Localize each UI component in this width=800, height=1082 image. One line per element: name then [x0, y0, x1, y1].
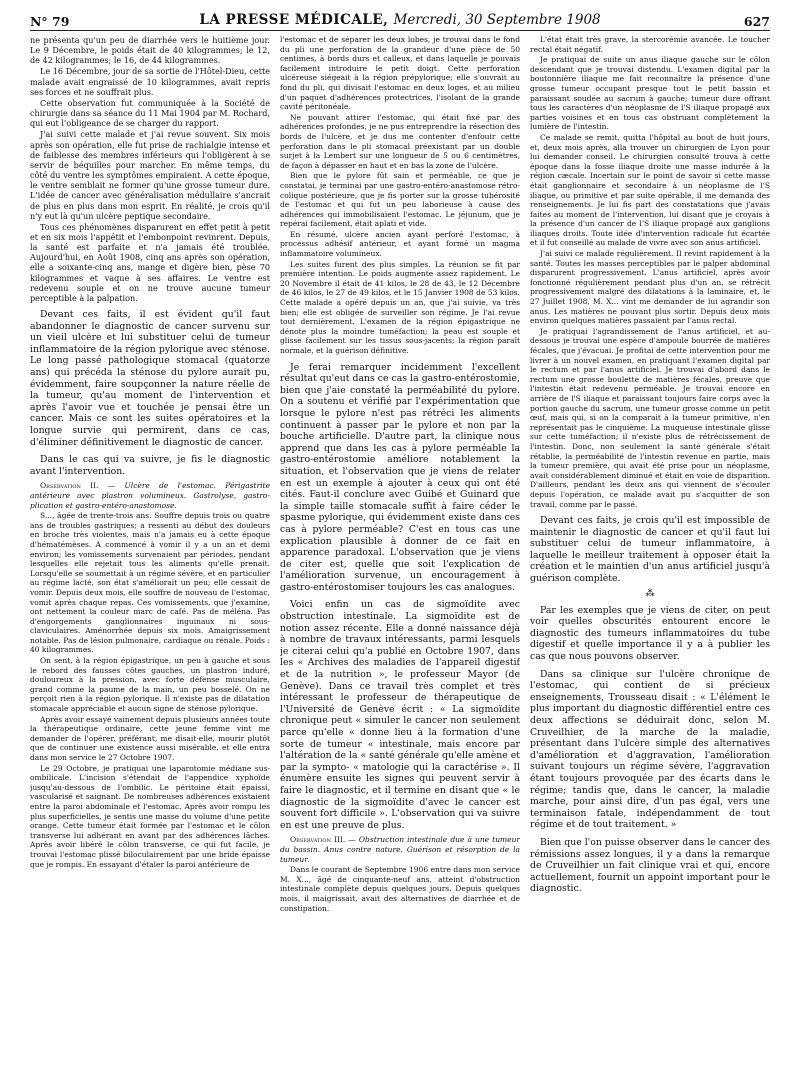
- journal-title-line: [30, 12, 770, 28]
- observation-heading: [30, 481, 270, 510]
- journal-title: LA PRESSE MÉDICALE,: [199, 12, 389, 28]
- paragraph: Dans le courant de Septembre 1906 entre dans mon service M. X..., âgé de cinquante-neuf ans, atteint d'obstruction intestinale complète depuis quelques jours. Depuis quelques mois, il maigrissait, avait des alternatives de diarrhée et de constipation.: [280, 865, 520, 913]
- paragraph: l'estomac et de séparer les deux lobes, je trouvai dans le fond du pli une perforation de la grandeur d'une pièce de 50 centimes, à bords durs et calleux, et dans laquelle je pouvais facilement introduire le petit doigt. Cette perforation ulcéreuse siégeait à la région prépylorique; elle s'ouvrait au fond du pli, qui divisait l'estomac en deux loges, et au milieu d'un paquet d'adhérences protectrices, l'isolant de la grande cavité péritonéale.: [280, 35, 520, 112]
- paragraph: Je pratiquai l'agrandissement de l'anus artificiel, et au-dessous je trouvai une espèce d'ampoule bourrée de matières fécales, que j'évacuai. Je profitai de cette intervention pour me livrer à un nouvel examen, en pratiquant l'examen digital par le rectum et par l'anus artificiel. Je trouvai d'abord dans le rectum une grosse boulette de matières fécales, preuve que l'intestin était redevenu perméable. Je trouvai encore en arrière de l'S iliaque et paraissant toujours faire corps avec la portion gauche du sacrum, une tumeur grosse comme un petit œuf, mais qui, si on la comparait à la tumeur primitive, n'en représentait pas le cinquième. La muqueuse intestinale glisse sur cette tuméfaction; il n'existe plus de rétrécissement de l'intestin. Donc, non seulement la santé générale s'était rétablie, la perméabilité de l'intestin revenue en partie, mais la tumeur première, qui avait été prise pour un néoplasme, avait considérablement diminué et était en voie de disparition. D'ailleurs, pendant les deux ans qui viennent de s'écouler depuis l'opération, ce malade avait pu s'acquitter de son travail, comme par le passé.: [530, 326, 770, 509]
- paragraph: Je ferai remarquer incidemment l'excellent résultat qu'eut dans ce cas la gastro-entérostomie, bien que j'aie constaté la perméabilité du pylore. On a soutenu et vérifié par l'expérimentation que lorsque le pylore n'est pas rétréci les aliments continuent à passer par le pylore et non par la bouche artificielle. D'autre part, la clinique nous apprend que dans les cas à pylore perméable la gastro-entérostomie améliore notablement la situation, et l'observation que je viens de relater en est un exemple à ajouter à ceux qui ont été cités. Faut-il conclure avec Guibé et Guinard que la simple taille stomacale suffit à faire céder le spasme pylorique, qui évidemment existe dans ces cas à pylore perméable? C'est en tous cas une explication plausible à donner de ce fait en apparence paradoxal. L'observation que je viens de citer est, quelle que soit l'explication de l'amélioration survenue, un encouragement à gastro-entérostomiser toujours les cas analogues.: [280, 361, 520, 593]
- paragraph: Ne pouvant attirer l'estomac, qui était fixé par des adhérences profondes, je ne pus entreprendre la résection des bords de l'ulcère, et je dus me contenter d'enfouir cette perforation dans le pli stomacal préexistant par un double surjet à la Lembert sur une longueur de 5 ou 6 centimètres, de façon à dépasser en haut et en bas la zone de l'ulcère.: [280, 112, 520, 170]
- observation-title: Obstruction intestinale due à une tumeur du bassin. Anus contre nature. Guérison et résorption de la tumeur.: [280, 835, 520, 864]
- paragraph: Ce malade se remit, quitta l'hôpital au bout de huit jours, et, deux mois après, alla trouver un chirurgien de Lyon pour lui demander conseil. Le chirurgien consulté trouva à cette époque dans la fosse iliaque droite une masse indurée à la région cæcale. Incertain sur le point de savoir si cette masse était ganglionnaire et secondaire à un néoplasme de l'S iliaque, ou primitive et par suite opérable, il me demanda des renseignements. Je lui fis part des constatations que j'avais faites au moment de l'intervention, lui disant que je croyais à la présence d'un cancer de l'S iliaque propagé aux ganglions iliaques droits. Toute idée d'intervention radicale fut écartée et il fut conseillé au malade de vivre avec son anus artificiel.: [530, 132, 770, 248]
- paragraph: S..., âgée de trente-trois ans. Souffre depuis trois ou quatre ans de troubles gastriques; a ressenti au début des douleurs en broche très violentes, mais n'a jamais eu à cette époque d'hématémèses. A commencé à vomir il y a un an et demi environ; les vomissements survenaient par périodes, pendant lesquelles elle rejetait tous les aliments qu'elle prenait. Lorsqu'elle se soumettait à un régime sévère, et en particulier au régime lacté, son état s'améliorait un peu; elle cessait de vomir. Depuis deux mois, elle souffre de nouveau de l'estomac, vomit après chaque repas. Ces vomissements, que j'examine, ont nettement la couleur marc de café. Pas de méléna. Pas d'engorgements ganglionnaires inguinaux ni sous-claviculaires. Aménorrhée depuis six mois. Amaigrissement notable. Pas de lésion pulmonaire, cardiaque ou rénale. Poids : 40 kilogrammes.: [30, 511, 270, 655]
- paragraph: Le 29 Octobre, je pratiquai une laparotomie médiane sus-ombilicale. L'incision s'étendait de l'appendice xyphoïde jusqu'au-dessous de l'ombilic. Le péritoine était épaissi, vascularisé et saignant. De nombreuses adhérences existaient entre la paroi abdominale et l'estomac. Après avoir rompu les plus superficielles, je sentis une masse du volume d'une petite orange. Cette tumeur était formée par l'estomac et le côlon transverse lui adhérant en avant par des adhérences lâches. Après avoir libéré le côlon transverse, ce qui fut facile, je trouvai l'estomac plissé biloculairement par une bride épaisse que je rompis. En essayant d'étaler la paroi antérieure de: [30, 763, 270, 869]
- column-middle: [280, 35, 520, 914]
- paragraph: Les suites furent des plus simples. La réunion se fit par première intention. Le poids augmente assez rapidement. Le 20 Novembre il était de 41 kilos, le 28 de 43, le 12 Décembre de 46 kilos, le 27 de 49 kilos, et le 15 Janvier 1908 de 53 kilos. Cette malade a opéré depuis un an, que j'ai suivie, va très bien; elle est obligée de surveiller son régime. Je l'ai revue tout dernièrement. L'examen de la région épigastrique ne dénote plus la moindre tuméfaction; la peau est souple et glisse facilement sur les tissus sous-jacents; la région paraît normale, et la guérison définitive.: [280, 259, 520, 355]
- column-left: [30, 35, 270, 914]
- page-number: 627: [743, 14, 770, 29]
- observation-label: Observation II. —: [40, 481, 125, 491]
- observation-heading: [280, 835, 520, 864]
- paragraph: ne présenta qu'un peu de diarrhée vers le huitième jour. Le 9 Décembre, le poids était de 40 kilogrammes; le 12, de 42 kilogrammes; le 16, de 44 kilogrammes.: [30, 35, 270, 66]
- paragraph: En résumé, ulcère ancien ayant perforé l'estomac, à processus adhésif antérieur, et ayant formé un magma inflammatoire volumineux.: [280, 229, 520, 259]
- issue-number: N° 79: [30, 14, 70, 29]
- text-columns: [30, 35, 770, 914]
- paragraph: Dans sa clinique sur l'ulcère chronique de l'estomac, qui contient de si précieux enseignements, Trousseau disait : « L'élément le plus important du diagnostic différentiel entre ces deux affections se déduirait donc, selon M. Cruveilhier, de la marche de la maladie, présentant dans l'ulcère simple des alternatives d'amélioration et d'aggravation, l'amélioration suivant toujours un régime sévère, l'aggravation étant toujours provoquée par des écarts dans le régime; tandis que, dans le cancer, la maladie marche, pour ainsi dire, d'un pas égal, vers une terminaison fatale, indépendamment de tout régime et de tout traitement. »: [530, 668, 770, 831]
- page-header: [30, 0, 770, 31]
- observation-title: Ulcère de l'estomac. Périgastrite antérieure avec plastron volumineux. Gastrolyse, gastro-plication et gastro-entéro-anastomose.: [30, 481, 270, 510]
- paragraph: Après avoir essayé vainement depuis plusieurs années toute la thérapeutique ordinaire, cette jeune femme vint me demander de l'opérer, préférant, me disait-elle, mourir plutôt que de continuer une existence aussi misérable, et elle entra dans mon service le 27 Octobre 1907.: [30, 714, 270, 762]
- paragraph: Le 16 Décembre, jour de sa sortie de l'Hôtel-Dieu, cette malade avait engraissé de 10 kilogrammes, avait repris ses forces et ne souffrait plus.: [30, 66, 270, 97]
- paragraph: Par les exemples que je viens de citer, on peut voir quelles obscurités entourent encore le diagnostic des tumeurs inflammatoires du tube digestif et quelle importance il y a à publier les cas que nous pouvons observer.: [530, 604, 770, 663]
- paragraph: J'ai suivi ce malade régulièrement. Il revint rapidement à la santé. Toutes les masses perceptibles par le palper abdominal disparurent progressivement. L'anus artificiel, après avoir fonctionné régulièrement pendant plus d'un an, se rétrécit progressivement malgré des dilatations à la laminaire, et, le 27 Juillet 1908, M. X... vint me demander de lui agrandir son anus. Les matières ne pouvant plus sortir. Depuis deux mois environ quelques matières passaient par l'anus rectal.: [530, 249, 770, 326]
- paragraph: Je pratiquai de suite un anus iliaque gauche sur le côlon descendant que je trouvai distendu. L'examen digital par la boutonnière iliaque me fait reconnaître la présence d'une grosse tumeur occupant presque tout le petit bassin et paraissant soudée au sacrum à gauche; tumeur dure offrant tous les caractères d'un néoplasme de l'S iliaque propagé aux parties voisines et en tous cas obstruant complètement la lumière de l'intestin.: [530, 55, 770, 132]
- paragraph: Cette observation fut communiquée à la Société de chirurgie dans sa séance du 11 Mai 1904 par M. Rochard, qui eut l'obligeance de se charger du rapport.: [30, 97, 270, 129]
- paragraph: Devant ces faits, il est évident qu'il faut abandonner le diagnostic de cancer survenu sur un vieil ulcère et lui substituer celui de tumeur inflammatoire de la région pylorique avec sténose. Le long passé pathologique stomacal (quatorze ans) qui précéda la sténose du pylore aurait pu, évidemment, faire soupçonner la nature réelle de la tumeur, qu'au moment de l'intervention et après l'avoir vue et touchée je pensai être un cancer. Mais ce sont les suites opératoires et la longue survie qui permirent, dans ce cas, d'éliminer définitivement le diagnostic de cancer.: [30, 309, 270, 448]
- column-right: [530, 35, 770, 914]
- paragraph: On sent, à la région épigastrique, un peu à gauche et sous le rebord des fausses côtes gauches, un plastron induré, douloureux à la pression, avec forte défense musculaire, grand comme la paume de la main, un peu bosselé. On ne perçoit rien à la région pylorique. Il n'existe pas de dilatation stomacale appréciable et aucun signe de sténose pylorique.: [30, 656, 270, 714]
- observation-label: Observation III. —: [290, 835, 359, 845]
- paragraph: Dans le cas qui va suivre, je fis le diagnostic avant l'intervention.: [30, 454, 270, 477]
- paragraph: Tous ces phénomènes disparurent en effet petit à petit et en six mois l'appétit et l'embonpoint revinrent. Depuis, la santé est parfaite et n'a jamais été troublée. Aujourd'hui, en Août 1908, cinq ans après son opération, elle a soixante-cinq ans, mange et digère bien, pèse 70 kilogrammes et vaque à ses affaires. Le ventre est redevenu souple et on ne trouve aucune tumeur perceptible à la palpation.: [30, 221, 270, 303]
- paragraph: Devant ces faits, je crois qu'il est impossible de maintenir le diagnostic de cancer et qu'il faut lui substituer celui de tumeur inflammatoire, à laquelle le meilleur traitement à opposer était la création et le maintien d'un anus artificiel jusqu'à guérison complète.: [530, 515, 770, 585]
- paragraph: L'état était très grave, la stercorémie avancée. Le toucher rectal était négatif.: [530, 35, 770, 54]
- section-separator: ⁂: [645, 588, 655, 599]
- paragraph: Bien que le pylore fût sain et perméable, ce que je constatai, je terminai par une gastro-entéro-anastomose rétro-colique postérieure, que je fis porter sur la grosse tubérosité de l'estomac et qui fut un peu laborieuse à cause des adhérences qui immobilisaient l'estomac. Le jéjunum, que je repérai facilement, était aplati et vide.: [280, 171, 520, 229]
- paragraph: J'ai suivi cette malade et j'ai revue souvent. Six mois après son opération, elle fut prise de rachialgie intense et de faiblesse des membres inférieurs qui l'obligèrent à se servir de béquilles pour marcher. En même temps, du côté du ventre les symptômes empiraient. A cette époque, le ventre semblait ne former qu'une grosse tumeur dure. L'idée de cancer avec généralisation médullaire s'ancrait de plus en plus dans mon esprit. En réalité, je crois qu'il n'y eut là qu'un ulcère peptique secondaire.: [30, 129, 270, 221]
- issue-date: Mercredi, 30 Septembre 1908: [393, 12, 601, 28]
- paragraph: Bien que l'on puisse observer dans le cancer des rémissions assez longues, il y a dans la remarque de Cruveilhier un fait clinique vrai et qui, encore actuellement, fournit un appoint important pour le diagnostic.: [530, 836, 770, 895]
- paragraph: Voici enfin un cas de sigmoïdite avec obstruction intestinale. La sigmoïdite est de notion assez récente. Elle a donné naissance déjà à nombre de travaux intéressants, parmi lesquels je citerai celui qu'a publié en Octobre 1907, dans les « Archives des maladies de l'appareil digestif et de la nutrition », le professeur Mayor (de Genève). Dans ce travail très complet et très intéressant le professeur de thérapeutique de l'Université de Genève écrit : « La sigmoïdite chronique peut « simuler le cancer non seulement parce qu'elle « donne lieu à la formation d'une sorte de tumeur « intestinale, mais encore par l'altération de la « santé générale qu'elle amène et par la sympto- « matologie qui la caractérise ». Il énumère ensuite les signes qui peuvent servir à faire le diagnostic, et il termine en disant que « le diagnostic de la sigmoïdite d'avec le cancer est souvent fort difficile ». L'observation qui va suivre en est une preuve de plus.: [280, 599, 520, 831]
